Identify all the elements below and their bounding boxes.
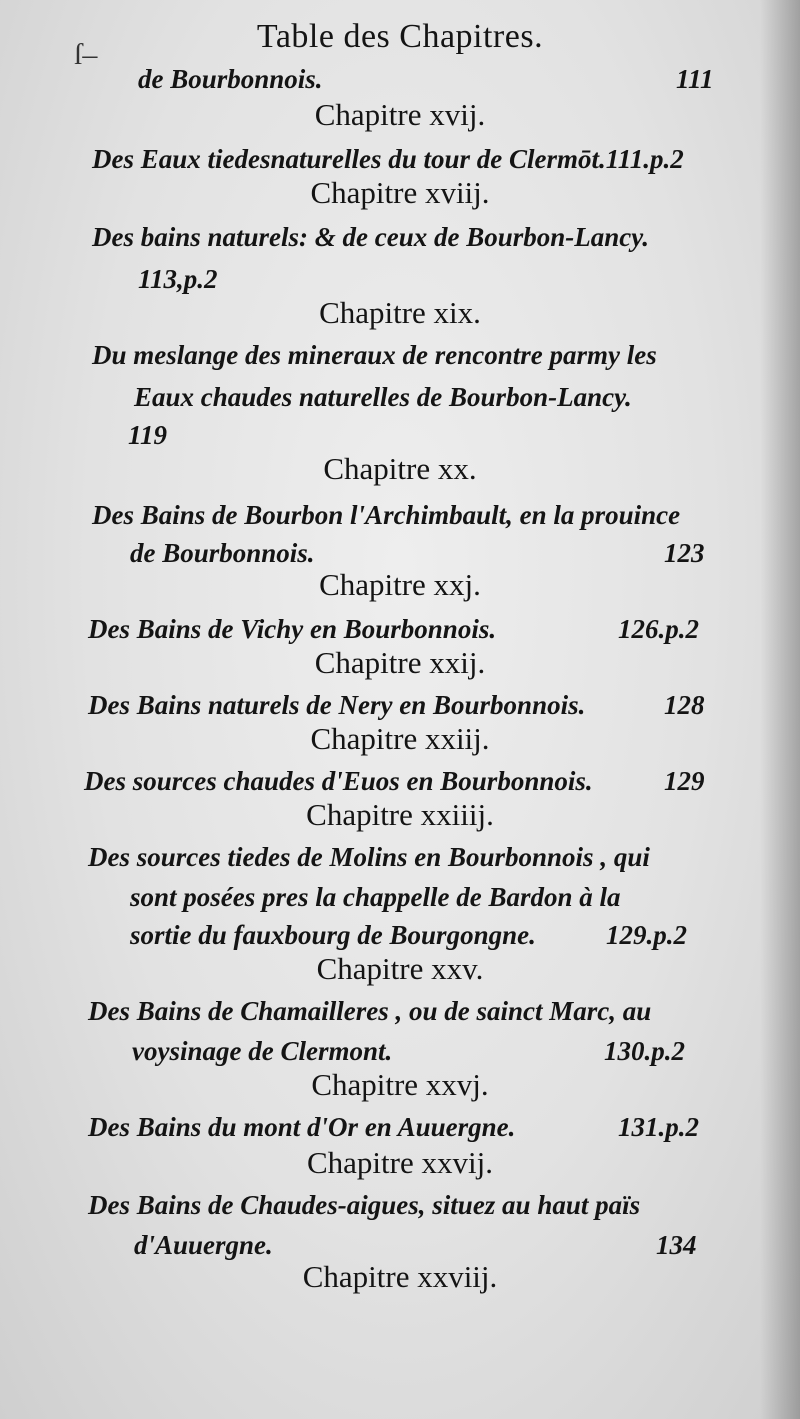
page-number: 131.p.2 bbox=[618, 1112, 699, 1142]
page-number: 129.p.2 bbox=[606, 920, 687, 950]
page-number: 129 bbox=[664, 766, 705, 796]
entry-text: Des bains naturels: & de ceux de Bourbon-Lancy. bbox=[92, 222, 650, 252]
entry-text: voysinage de Clermont. bbox=[132, 1036, 393, 1066]
entry-text: Des Bains de Vichy en Bourbonnois. bbox=[88, 614, 497, 644]
chapter-heading: Chapitre xxvj. bbox=[311, 1067, 489, 1102]
entry-text: d'Auuergne. bbox=[134, 1230, 273, 1260]
entry-text: Des sources chaudes d'Euos en Bourbonnois. bbox=[84, 766, 593, 796]
entry-text: Des Bains du mont d'Or en Auuergne. bbox=[88, 1112, 516, 1142]
chapter-heading: Chapitre xxiiij. bbox=[306, 797, 494, 832]
entry-text: Des Bains de Chaudes-aigues, situez au haut païs bbox=[88, 1190, 641, 1220]
entry-text: 119 bbox=[128, 420, 168, 450]
entry-text: sortie du fauxbourg de Bourgongne. bbox=[130, 920, 536, 950]
chapter-heading: Chapitre xxiij. bbox=[310, 721, 490, 756]
chapter-heading: Chapitre xxij. bbox=[314, 645, 486, 680]
entry-text: de Bourbonnois. bbox=[130, 538, 315, 568]
chapter-heading: Chapitre xxj. bbox=[319, 567, 481, 602]
page-number: 123 bbox=[664, 538, 705, 568]
running-head: Table des Chapitres. bbox=[256, 18, 544, 55]
entry-text: de Bourbonnois. bbox=[138, 64, 323, 94]
page-number: 134 bbox=[656, 1230, 697, 1260]
chapter-heading: Chapitre xxviij. bbox=[302, 1259, 498, 1294]
chapter-heading: Chapitre xx. bbox=[323, 451, 477, 486]
page-number: 130.p.2 bbox=[604, 1036, 685, 1066]
page-number: 111 bbox=[676, 64, 714, 94]
entry-text: Des sources tiedes de Molins en Bourbonnois , qui bbox=[88, 842, 650, 872]
entry-text: Eaux chaudes naturelles de Bourbon-Lancy. bbox=[134, 382, 632, 412]
chapter-heading: Chapitre xix. bbox=[319, 295, 481, 330]
chapter-heading: Chapitre xxv. bbox=[316, 951, 484, 986]
entry-text: Des Eaux tiedesnaturelles du tour de Clermōt.111.p.2 bbox=[92, 144, 684, 174]
entry-text: Des Bains de Bourbon l'Archimbault, en la prouince bbox=[92, 500, 681, 530]
ink-mark: ſ– bbox=[74, 38, 98, 71]
entry-text: 113,p.2 bbox=[138, 264, 218, 294]
entry-text: Des Bains naturels de Nery en Bourbonnois. bbox=[88, 690, 586, 720]
page-edge-shadow bbox=[760, 0, 800, 1419]
chapter-heading: Chapitre xvij. bbox=[314, 97, 486, 132]
chapter-heading: Chapitre xxvij. bbox=[307, 1145, 493, 1180]
page-number: 128 bbox=[664, 690, 705, 720]
page-number: 126.p.2 bbox=[618, 614, 699, 644]
entry-text: sont posées pres la chappelle de Bardon à la bbox=[130, 882, 621, 912]
entry-text: Du meslange des mineraux de rencontre parmy les bbox=[92, 340, 657, 370]
chapter-heading: Chapitre xviij. bbox=[310, 175, 490, 210]
entry-text: Des Bains de Chamailleres , ou de sainct Marc, au bbox=[88, 996, 652, 1026]
